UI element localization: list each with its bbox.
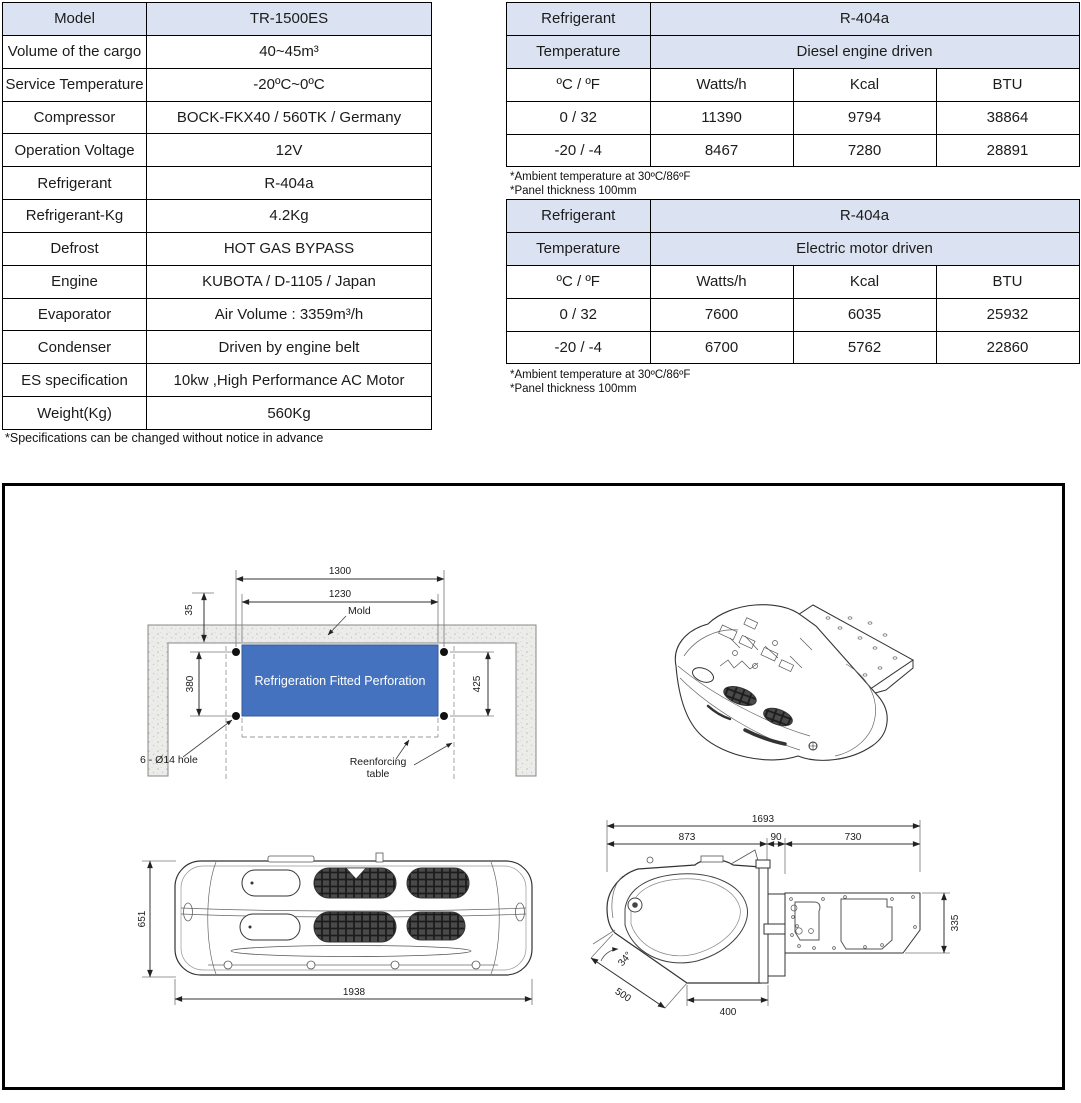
perforation-label: Refrigeration Fitted Perforation	[254, 674, 426, 688]
spec-value-service-temp: -20ºC~0ºC	[147, 68, 432, 101]
diesel-temperature-label: Temperature	[507, 35, 651, 68]
grille-top-right	[407, 868, 469, 898]
table-row	[3, 134, 432, 167]
spec-value-compressor: BOCK-FKX40 / 560TK / Germany	[147, 101, 432, 134]
side-view-drawing	[583, 812, 1061, 1060]
table-row	[3, 68, 432, 101]
electric-row1-temp: -20 / -4	[507, 331, 651, 364]
spec-label-engine: Engine	[3, 265, 147, 298]
spec-label-weight: Weight(Kg)	[3, 397, 147, 430]
diesel-footnote-panel: *Panel thickness 100mm	[510, 185, 637, 197]
spec-label-refrigerant: Refrigerant	[3, 167, 147, 200]
spec-value-defrost: HOT GAS BYPASS	[147, 232, 432, 265]
electric-row1-kcal: 5762	[793, 331, 936, 364]
diesel-refrigerant-label: Refrigerant	[507, 3, 651, 36]
spec-label-service-temp: Service Temperature	[3, 68, 147, 101]
grille-bottom-right	[407, 912, 465, 940]
reinforcing-label-line2: table	[366, 768, 390, 780]
spec-label-refrigerant-kg: Refrigerant-Kg	[3, 200, 147, 233]
diesel-row1-watts: 8467	[650, 134, 793, 167]
spec-value-condenser: Driven by engine belt	[147, 331, 432, 364]
electric-footnote-ambient: *Ambient temperature at 30ºC/86ºF	[510, 369, 691, 381]
spec-value-engine: KUBOTA / D-1105 / Japan	[147, 265, 432, 298]
diesel-refrigerant-value: R-404a	[650, 3, 1079, 36]
electric-col-watts: Watts/h	[650, 265, 793, 298]
diesel-col-watts: Watts/h	[650, 68, 793, 101]
diesel-col-kcal: Kcal	[793, 68, 936, 101]
dim-34deg-label: 34°	[616, 949, 635, 969]
spec-footnote: *Specifications can be changed without notice in advance	[5, 431, 324, 445]
reinforcing-label-line1: Reenforcing	[349, 756, 407, 768]
spec-value-refrigerant: R-404a	[147, 167, 432, 200]
table-row	[507, 200, 1080, 233]
isometric-view-drawing	[650, 578, 950, 778]
dim-335-label: 335	[950, 914, 961, 932]
diesel-row0-watts: 11390	[650, 101, 793, 134]
capacity-table-electric	[506, 199, 1080, 364]
dim-35-label: 35	[184, 604, 195, 616]
electric-row0-temp: 0 / 32	[507, 298, 651, 331]
spec-label-volume: Volume of the cargo	[3, 35, 147, 68]
dim-500-label: 500	[612, 986, 633, 1005]
diesel-row0-btu: 38864	[936, 101, 1079, 134]
spec-label-model: Model	[3, 3, 147, 36]
spec-label-condenser: Condenser	[3, 331, 147, 364]
spec-value-model: TR-1500ES	[147, 3, 432, 36]
table-row	[3, 3, 432, 36]
diesel-col-btu: BTU	[936, 68, 1079, 101]
electric-refrigerant-label: Refrigerant	[507, 200, 651, 233]
electric-row1-watts: 6700	[650, 331, 793, 364]
electric-row0-btu: 25932	[936, 298, 1079, 331]
dim-1938-label: 1938	[342, 987, 366, 998]
table-row	[507, 265, 1080, 298]
diesel-row0-temp: 0 / 32	[507, 101, 651, 134]
table-row	[507, 232, 1080, 265]
electric-col-kcal: Kcal	[793, 265, 936, 298]
electric-drive-type: Electric motor driven	[650, 232, 1079, 265]
electric-temperature-label: Temperature	[507, 232, 651, 265]
table-row	[507, 35, 1080, 68]
dim-873-label: 873	[678, 832, 696, 843]
spec-label-voltage: Operation Voltage	[3, 134, 147, 167]
table-row	[3, 35, 432, 68]
table-row	[3, 167, 432, 200]
diesel-row1-temp: -20 / -4	[507, 134, 651, 167]
spec-value-weight: 560Kg	[147, 397, 432, 430]
table-row	[3, 265, 432, 298]
dim-90-label: 90	[770, 832, 782, 843]
grille-bottom-center	[314, 912, 396, 942]
electric-refrigerant-value: R-404a	[650, 200, 1079, 233]
dim-1693-label: 1693	[751, 814, 775, 825]
mold-label: Mold	[348, 605, 371, 617]
spec-label-defrost: Defrost	[3, 232, 147, 265]
spec-value-evaporator: Air Volume : 3359m³/h	[147, 298, 432, 331]
electric-row0-watts: 7600	[650, 298, 793, 331]
diesel-row1-kcal: 7280	[793, 134, 936, 167]
technical-drawings-panel	[2, 483, 1065, 1090]
electric-row1-btu: 22860	[936, 331, 1079, 364]
dim-1230-label: 1230	[328, 589, 352, 600]
table-row	[507, 68, 1080, 101]
table-row	[3, 397, 432, 430]
dim-400-label: 400	[719, 1007, 737, 1018]
dim-380-label: 380	[185, 675, 196, 693]
spec-value-voltage: 12V	[147, 134, 432, 167]
diesel-footnotes	[510, 170, 690, 198]
diesel-drive-type: Diesel engine driven	[650, 35, 1079, 68]
spec-value-volume: 40~45m³	[147, 35, 432, 68]
diesel-row1-btu: 28891	[936, 134, 1079, 167]
electric-footnotes	[510, 368, 690, 396]
table-row	[3, 232, 432, 265]
spec-label-compressor: Compressor	[3, 101, 147, 134]
spec-value-es-spec: 10kw ,High Performance AC Motor	[147, 364, 432, 397]
table-row	[3, 101, 432, 134]
table-row	[3, 298, 432, 331]
table-row	[507, 331, 1080, 364]
spec-label-es-spec: ES specification	[3, 364, 147, 397]
electric-col-btu: BTU	[936, 265, 1079, 298]
diesel-col-temp: ºC / ºF	[507, 68, 651, 101]
dim-1300-label: 1300	[328, 566, 352, 577]
table-row	[507, 3, 1080, 36]
front-view-drawing	[118, 848, 578, 1018]
diesel-footnote-ambient: *Ambient temperature at 30ºC/86ºF	[510, 171, 691, 183]
diesel-row0-kcal: 9794	[793, 101, 936, 134]
capacity-table-diesel	[506, 2, 1080, 167]
table-row	[3, 200, 432, 233]
dim-651-label: 651	[137, 910, 148, 928]
spec-value-refrigerant-kg: 4.2Kg	[147, 200, 432, 233]
electric-row0-kcal: 6035	[793, 298, 936, 331]
table-row	[507, 134, 1080, 167]
table-row	[507, 101, 1080, 134]
top-fittings	[647, 850, 759, 864]
installation-diagram	[120, 550, 575, 802]
spec-label-evaporator: Evaporator	[3, 298, 147, 331]
dim-730-label: 730	[844, 832, 862, 843]
dim-425-label: 425	[472, 675, 483, 693]
electric-col-temp: ºC / ºF	[507, 265, 651, 298]
table-row	[3, 331, 432, 364]
spec-table	[2, 2, 432, 430]
table-row	[507, 298, 1080, 331]
table-row	[3, 364, 432, 397]
electric-footnote-panel: *Panel thickness 100mm	[510, 383, 637, 395]
holes-label: 6 - Ø14 hole	[140, 754, 198, 766]
evaporator-body	[607, 860, 761, 983]
wall-bracket	[768, 894, 785, 976]
